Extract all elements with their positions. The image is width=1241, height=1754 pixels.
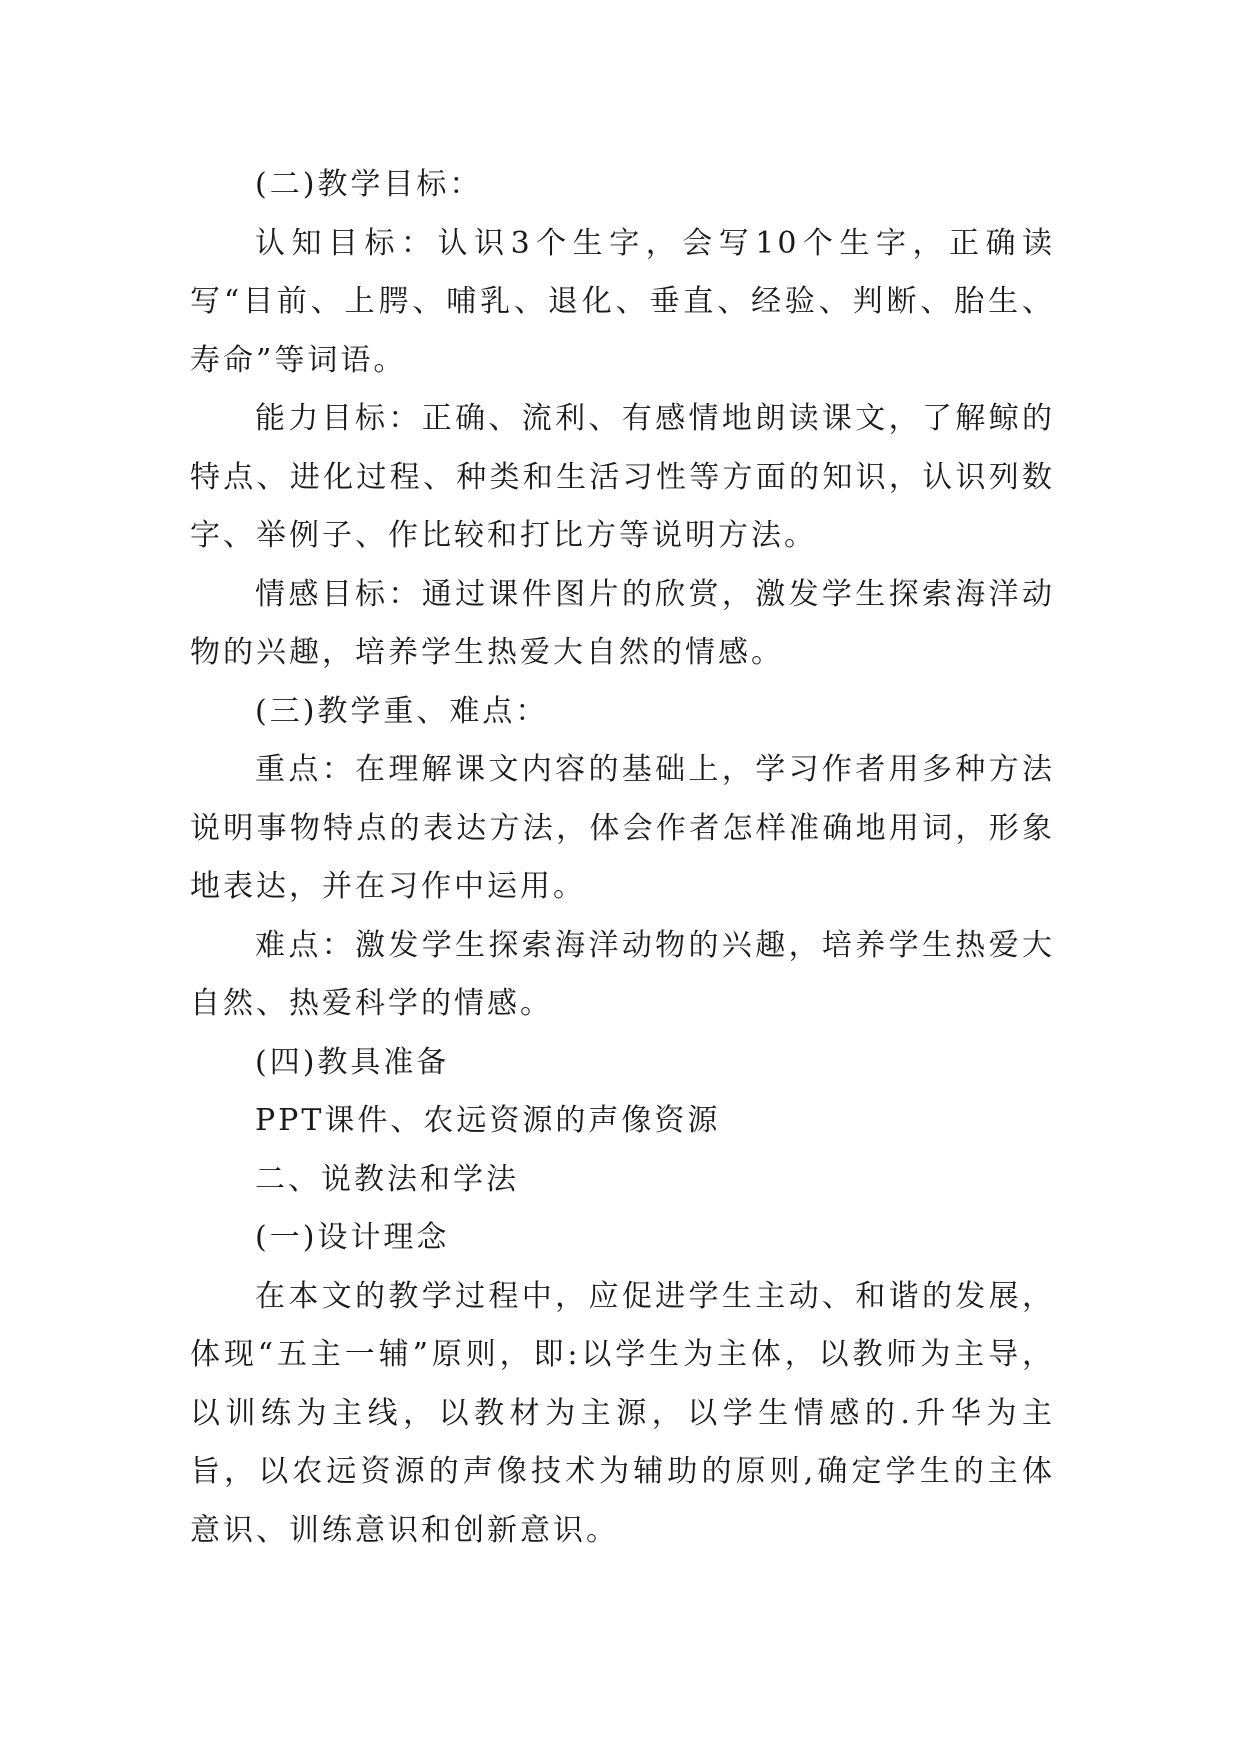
section-heading-methods: 二、说教法和学法 (255, 1161, 519, 1197)
section-heading-key-points: (三)教学重、难点： (255, 693, 549, 729)
paragraph-difficult-point: 难点：激发学生探索海洋动物的兴趣，培养学生热爱大自然、热爱科学的情感。 (190, 927, 1055, 1021)
paragraph-emotional-goal: 情感目标：通过课件图片的欣赏，激发学生探索海洋动物的兴趣，培养学生热爱大自然的情感。 (190, 576, 1055, 670)
paragraph-cognitive-goal: 认知目标：认识3个生字，会写10个生字，正确读写“目前、上腭、哺乳、退化、垂直、经验、判断、胎生、寿命”等词语。 (190, 225, 1055, 378)
paragraph-teaching-aids: PPT课件、农远资源的声像资源 (255, 1103, 721, 1138)
document-body (190, 156, 1055, 1560)
section-heading-teaching-goals: (二)教学目标： (255, 167, 483, 202)
paragraph-ability-goal: 能力目标：正确、流利、有感情地朗读课文，了解鲸的特点、进化过程、种类和生活习性等方面的知识，认识列数字、举例子、作比较和打比方等说明方法。 (190, 401, 1055, 553)
paragraph-design-concept: 在本文的教学过程中，应促进学生主动、和谐的发展，体现“五主一辅”原则，即:以学生为主体，以教师为主导，以训练为主线，以教材为主源，以学生情感的.升华为主旨，以农远资源的声像技术为辅助的原则,确定学生的主体意识、训练意识和创新意识。 (190, 1278, 1055, 1548)
paragraph-key-point: 重点：在理解课文内容的基础上，学习作者用多种方法说明事物特点的表达方法，体会作者怎样准确地用词，形象地表达，并在习作中运用。 (190, 752, 1055, 904)
section-heading-design-concept: (一)设计理念 (255, 1220, 450, 1255)
section-heading-teaching-aids: (四)教具准备 (255, 1044, 450, 1080)
